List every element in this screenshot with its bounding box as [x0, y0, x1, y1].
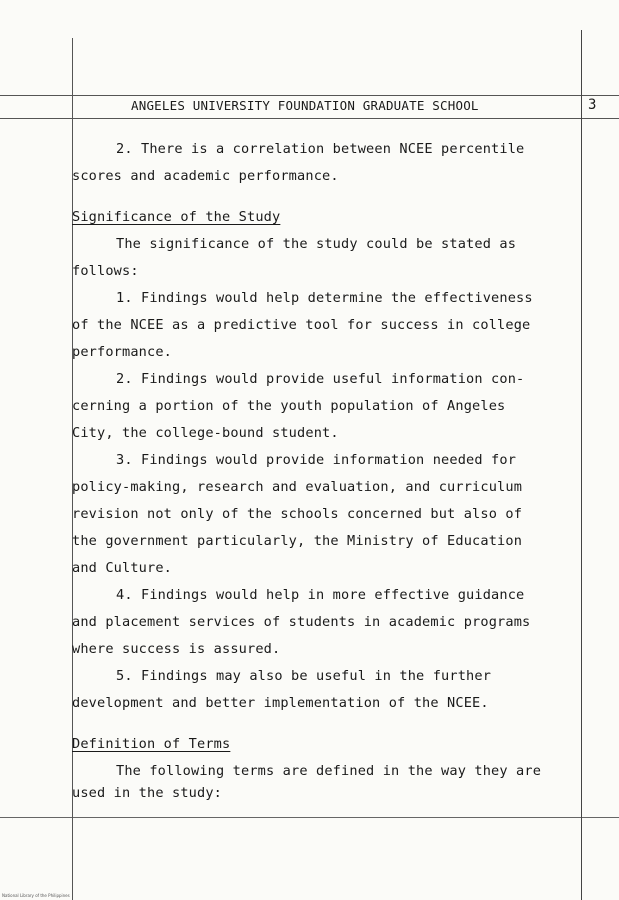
- finding-1-line-2: of the NCEE as a predictive tool for success in college: [72, 317, 531, 333]
- finding-3-line-2: policy-making, research and evaluation, and curriculum: [72, 479, 523, 495]
- finding-4-line-2: and placement services of students in academic programs: [72, 614, 531, 630]
- section-heading-significance: Significance of the Study: [72, 209, 281, 225]
- finding-5-line-1: 5. Findings may also be useful in the further: [116, 668, 492, 684]
- definition-intro-line-2: used in the study:: [72, 785, 223, 801]
- finding-1-line-1: 1. Findings would help determine the effectiveness: [116, 290, 533, 306]
- section-heading-definition: Definition of Terms: [72, 736, 231, 752]
- finding-1-line-3: performance.: [72, 344, 173, 360]
- footer-rule: [0, 817, 619, 818]
- finding-4-line-3: where success is assured.: [72, 641, 281, 657]
- page-number: 3: [588, 97, 597, 113]
- header-top-rule: [0, 95, 619, 96]
- finding-3-line-5: and Culture.: [72, 560, 173, 576]
- finding-3-line-1: 3. Findings would provide information needed for: [116, 452, 517, 468]
- hypothesis-2-line-1: 2. There is a correlation between NCEE percentile: [116, 141, 525, 157]
- definition-intro-line-1: The following terms are defined in the way they are: [116, 763, 542, 779]
- hypothesis-2-line-2: scores and academic performance.: [72, 168, 339, 184]
- significance-intro-line-1: The significance of the study could be stated as: [116, 236, 517, 252]
- page-header-title: ANGELES UNIVERSITY FOUNDATION GRADUATE SCHOOL: [131, 98, 479, 113]
- finding-2-line-3: City, the college-bound student.: [72, 425, 339, 441]
- archive-footer-note: National Library of the Philippines: [2, 893, 70, 898]
- finding-5-line-2: development and better implementation of the NCEE.: [72, 695, 489, 711]
- finding-3-line-3: revision not only of the schools concerned but also of: [72, 506, 523, 522]
- header-bottom-rule: [0, 118, 619, 119]
- right-margin-rule: [581, 30, 582, 900]
- finding-2-line-2: cerning a portion of the youth population of Angeles: [72, 398, 506, 414]
- finding-2-line-1: 2. Findings would provide useful information con-: [116, 371, 525, 387]
- significance-intro-line-2: follows:: [72, 263, 139, 279]
- finding-3-line-4: the government particularly, the Ministry of Education: [72, 533, 523, 549]
- finding-4-line-1: 4. Findings would help in more effective guidance: [116, 587, 525, 603]
